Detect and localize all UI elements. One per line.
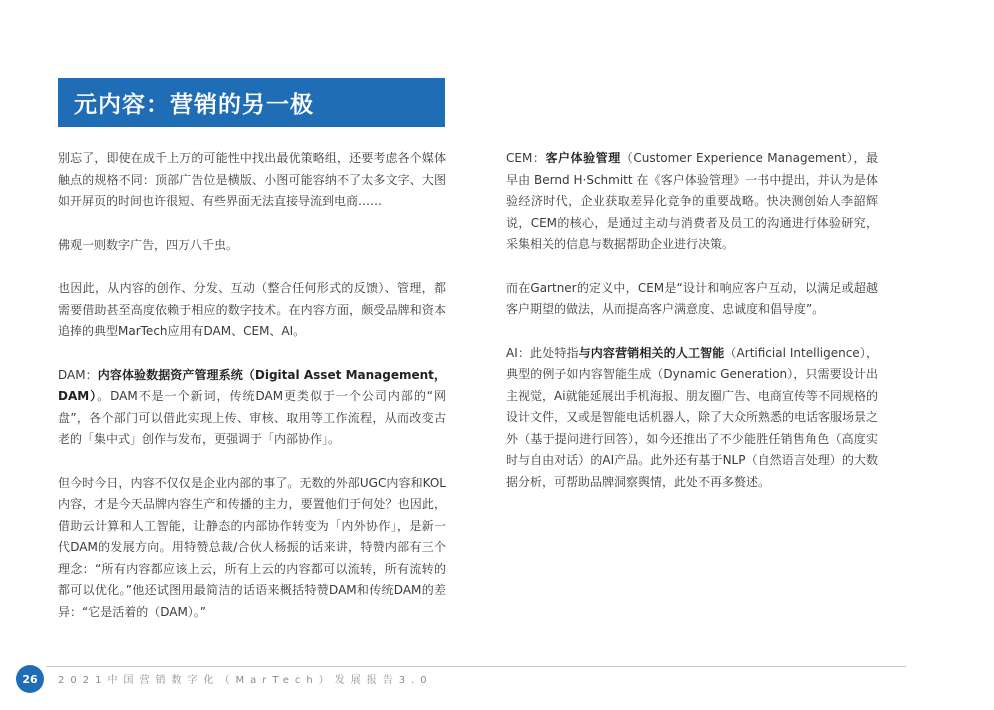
left-paragraph-5: 但今时今日，内容不仅仅是企业内部的事了。无数的外部UGC内容和KOL内容，才是今天品牌内容生产和传播的主力，要置他们于何处？也因此，借助云计算和人工智能，让静态的内部协作转变为「内外协作」，是新一代DAM的发展方向。用特赞总裁/合伙人杨振的话来讲，特赞内部有三个理念：“所有内容都应该上云，所有上云的内容都可以流转，所有流转的都可以优化。”他还试图用最简洁的话语来概括特赞DAM和传统DAM的差异：“它是活着的（DAM）。” bbox=[58, 475, 446, 619]
section-title: 元内容：营销的另一极 bbox=[74, 92, 314, 118]
left-paragraph-1: 别忘了，即使在成千上万的可能性中找出最优策略组，还要考虑各个媒体触点的规格不同：顶部广告位是横版、小图可能容纳不了太多文字、大图如开屏页的时间也许很短、有些界面无法直接导流到电商…… bbox=[58, 151, 446, 208]
dam-prefix: DAM： bbox=[58, 367, 98, 382]
left-paragraph-dam bbox=[58, 365, 446, 451]
cem-term: 客户体验管理 bbox=[545, 151, 621, 165]
dam-term: 内容体验数据资产管理系统（Digital Asset Management，DAM） bbox=[58, 367, 446, 403]
footer-report-title: 2021中国营销数字化（MarTech）发展报告3.0 bbox=[58, 675, 433, 686]
page-number: 26 bbox=[22, 672, 38, 686]
footer-divider bbox=[46, 666, 906, 667]
left-paragraph-2: 佛观一则数字广告，四万八千虫。 bbox=[58, 237, 239, 252]
left-paragraph-3: 也因此，从内容的创作、分发、互动（整合任何形式的反馈）、管理，都需要借助甚至高度依赖于相应的数字技术。在内容方面，颇受品牌和资本追捧的典型MarTech应用有DAM、CEM、AI。 bbox=[58, 281, 446, 338]
page-number-badge bbox=[16, 665, 44, 693]
cem-prefix: CEM： bbox=[506, 151, 546, 165]
section-title-banner bbox=[58, 78, 445, 127]
left-column bbox=[58, 148, 446, 645]
right-paragraph-ai bbox=[506, 343, 878, 494]
right-paragraph-cem bbox=[506, 148, 878, 256]
ai-description: （Artificial Intelligence），典型的例子如内容智能生成（Dynamic Generation），只需要设计出主视觉，Ai就能延展出手机海报、朋友圈广告、电商宣传等不同规格的设计文件，又或是智能电话机器人，除了大众所熟悉的电话客服场景之外（基于提问进行回答），如今还推出了不少能胜任销售角色（高度实时与自由对话）的AI产品。此外还有基于NLP（自然语言处理）的大数据分析，可帮助品牌洞察舆情，此处不再多赘述。 bbox=[506, 345, 879, 489]
cem-description: （Customer Experience Management），最早由 Bernd H·Schmitt 在《客户体验管理》一书中提出，并认为是体验经济时代，企业获取差异化竞争的重要战略。快决测创始人李韶辉说，CEM的核心，是通过主动与消费者及员工的沟通进行体验研究，采集相关的信息与数据帮助企业进行决策。 bbox=[506, 151, 878, 251]
ai-term: 与内容营销相关的人工智能 bbox=[578, 345, 725, 360]
ai-prefix: AI：此处特指 bbox=[506, 345, 579, 360]
dam-description: 。DAM不是一个新词，传统DAM更类似于一个公司内部的“网盘”，各个部门可以借此实现上传、审核、取用等工作流程，从而改变古老的「集中式」创作与发布，更强调于「内部协作」。 bbox=[58, 389, 446, 446]
right-paragraph-gartner: 而在Gartner的定义中，CEM是“设计和响应客户互动，以满足或超越客户期望的做法，从而提高客户满意度、忠诚度和倡导度”。 bbox=[506, 280, 878, 316]
right-column bbox=[506, 148, 878, 515]
